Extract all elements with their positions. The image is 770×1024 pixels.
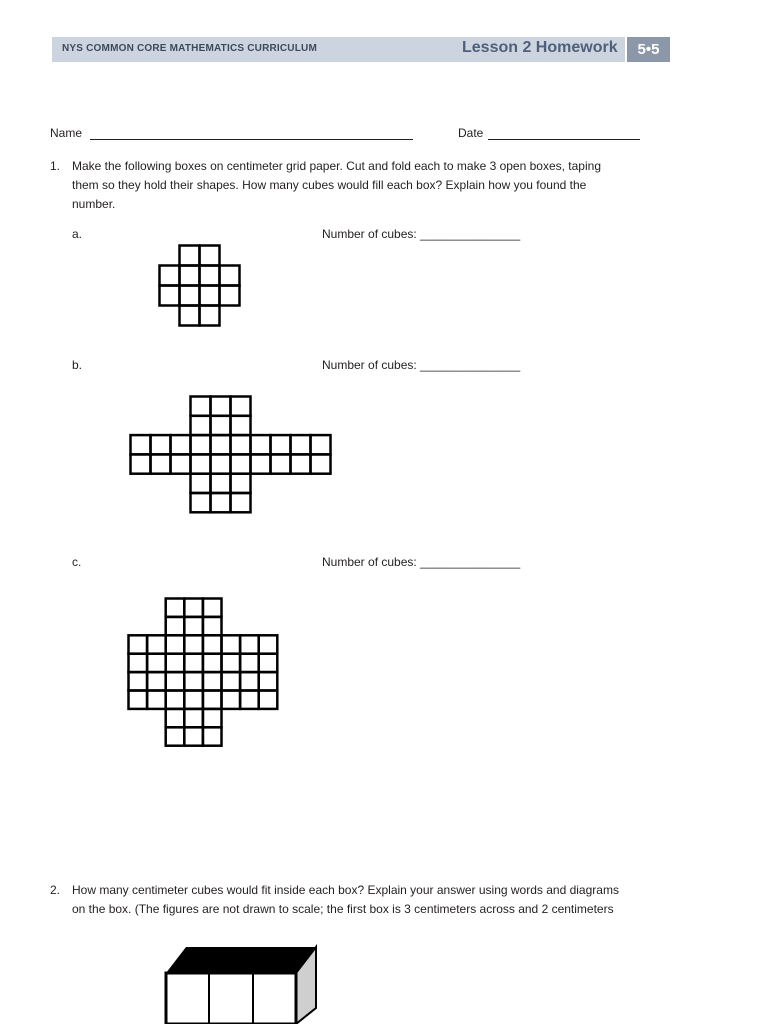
net-b-cell [271,435,291,454]
net-c-cell [203,691,222,709]
problem-1-line-3: number. [72,197,116,211]
net-c-cell [259,654,278,672]
net-c-cell [259,691,278,709]
curriculum-title: NYS COMMON CORE MATHEMATICS CURRICULUM [62,43,317,54]
net-b-cell [131,435,151,454]
net-c-cell [166,672,185,690]
lesson-title: Lesson 2 Homework [462,39,618,56]
net-a-cell [180,306,200,326]
box-diagram [160,940,325,1024]
net-c-cell [184,617,203,635]
net-b-cell [251,454,271,473]
net-c-cell [147,672,166,690]
box-front-face [166,973,296,1024]
net-b-cell [231,454,251,473]
net-b-cell [191,416,211,435]
net-a-cell [220,286,240,306]
net-b-cell [191,454,211,473]
problem-2-text [72,881,672,919]
net-c-cell [203,727,222,745]
net-c-cell [147,691,166,709]
net-a-cell [160,266,180,286]
net-b-cell [311,454,331,473]
net-b-cell [291,454,311,473]
net-c-diagram [127,597,276,744]
net-c-cell [222,672,241,690]
box-top-face [166,947,316,973]
net-a-cell [200,246,220,266]
net-c-cell [166,691,185,709]
net-c-cell [203,709,222,727]
net-a-cell [180,286,200,306]
name-label: Name [50,126,83,140]
problem-2-line-2: on the box. (The figures are not drawn to scale; the first box is 3 centimeters across and 2 centimeters [72,902,614,916]
net-b-cell [211,454,231,473]
net-b-cell [131,454,151,473]
net-c-cell [259,672,278,690]
net-b-cell [271,454,291,473]
net-c-cell [203,654,222,672]
net-b-cell [151,454,171,473]
net-b-cell [231,397,251,416]
net-c-cell [166,635,185,653]
problem-2-number: 2. [50,883,61,897]
part-a-answer[interactable]: Number of cubes: _______________ [322,227,521,241]
part-b-answer[interactable]: Number of cubes: _______________ [322,358,521,372]
problem-1-line-1: Make the following boxes on centimeter grid paper. Cut and fold each to make 3 open boxes, taping [72,159,601,173]
net-c-cell [184,691,203,709]
net-c-cell [240,691,259,709]
net-c-cell [129,691,148,709]
net-a-diagram [158,244,242,324]
net-c-cell [147,654,166,672]
net-c-cell [129,654,148,672]
net-c-cell [184,672,203,690]
net-a-cell [200,306,220,326]
net-c-cell [240,672,259,690]
net-c-cell [240,635,259,653]
net-c-cell [166,709,185,727]
net-a-cell [180,246,200,266]
net-c-cell [166,599,185,617]
date-field-line[interactable] [488,139,640,140]
net-c-cell [129,672,148,690]
part-b-label: b. [72,358,83,372]
net-b-cell [171,454,191,473]
net-b-cell [231,435,251,454]
name-field-line[interactable] [90,139,413,140]
net-c-cell [184,654,203,672]
net-c-cell [184,709,203,727]
net-b-cell [191,435,211,454]
net-b-cell [211,397,231,416]
net-a-cell [220,266,240,286]
net-c-cell [184,635,203,653]
problem-1-number: 1. [50,159,61,173]
net-c-cell [166,654,185,672]
net-b-cell [211,416,231,435]
net-b-diagram [129,395,270,511]
net-b-cell [171,435,191,454]
net-c-cell [184,599,203,617]
problem-1-line-2: them so they hold their shapes. How many cubes would fill each box? Explain how you found the [72,178,587,192]
net-c-cell [203,599,222,617]
net-b-cell [191,397,211,416]
net-a-cell [180,266,200,286]
net-b-cell [191,493,211,512]
net-b-cell [251,435,271,454]
net-a-cell [160,286,180,306]
net-c-cell [166,617,185,635]
net-a-cell [200,286,220,306]
net-b-cell [231,474,251,493]
net-c-cell [240,654,259,672]
net-b-cell [211,493,231,512]
net-b-cell [211,435,231,454]
net-a-cell [200,266,220,286]
date-label: Date [458,126,484,140]
net-b-cell [231,416,251,435]
problem-1-text [72,157,672,214]
net-c-cell [259,635,278,653]
grade-badge: 5•5 [627,37,670,62]
net-b-cell [191,474,211,493]
net-b-cell [311,435,331,454]
net-c-cell [129,635,148,653]
net-c-cell [203,617,222,635]
net-c-cell [222,654,241,672]
part-c-answer[interactable]: Number of cubes: _______________ [322,555,521,569]
net-c-cell [166,727,185,745]
problem-2-line-1: How many centimeter cubes would fit inside each box? Explain your answer using words and diagrams [72,883,619,897]
net-b-cell [151,435,171,454]
net-b-cell [231,493,251,512]
part-a-label: a. [72,227,83,241]
net-c-cell [203,635,222,653]
net-c-cell [184,727,203,745]
net-b-cell [211,474,231,493]
net-b-cell [291,435,311,454]
net-c-cell [203,672,222,690]
net-c-cell [222,691,241,709]
net-c-cell [222,635,241,653]
net-c-cell [147,635,166,653]
part-c-label: c. [72,555,82,569]
